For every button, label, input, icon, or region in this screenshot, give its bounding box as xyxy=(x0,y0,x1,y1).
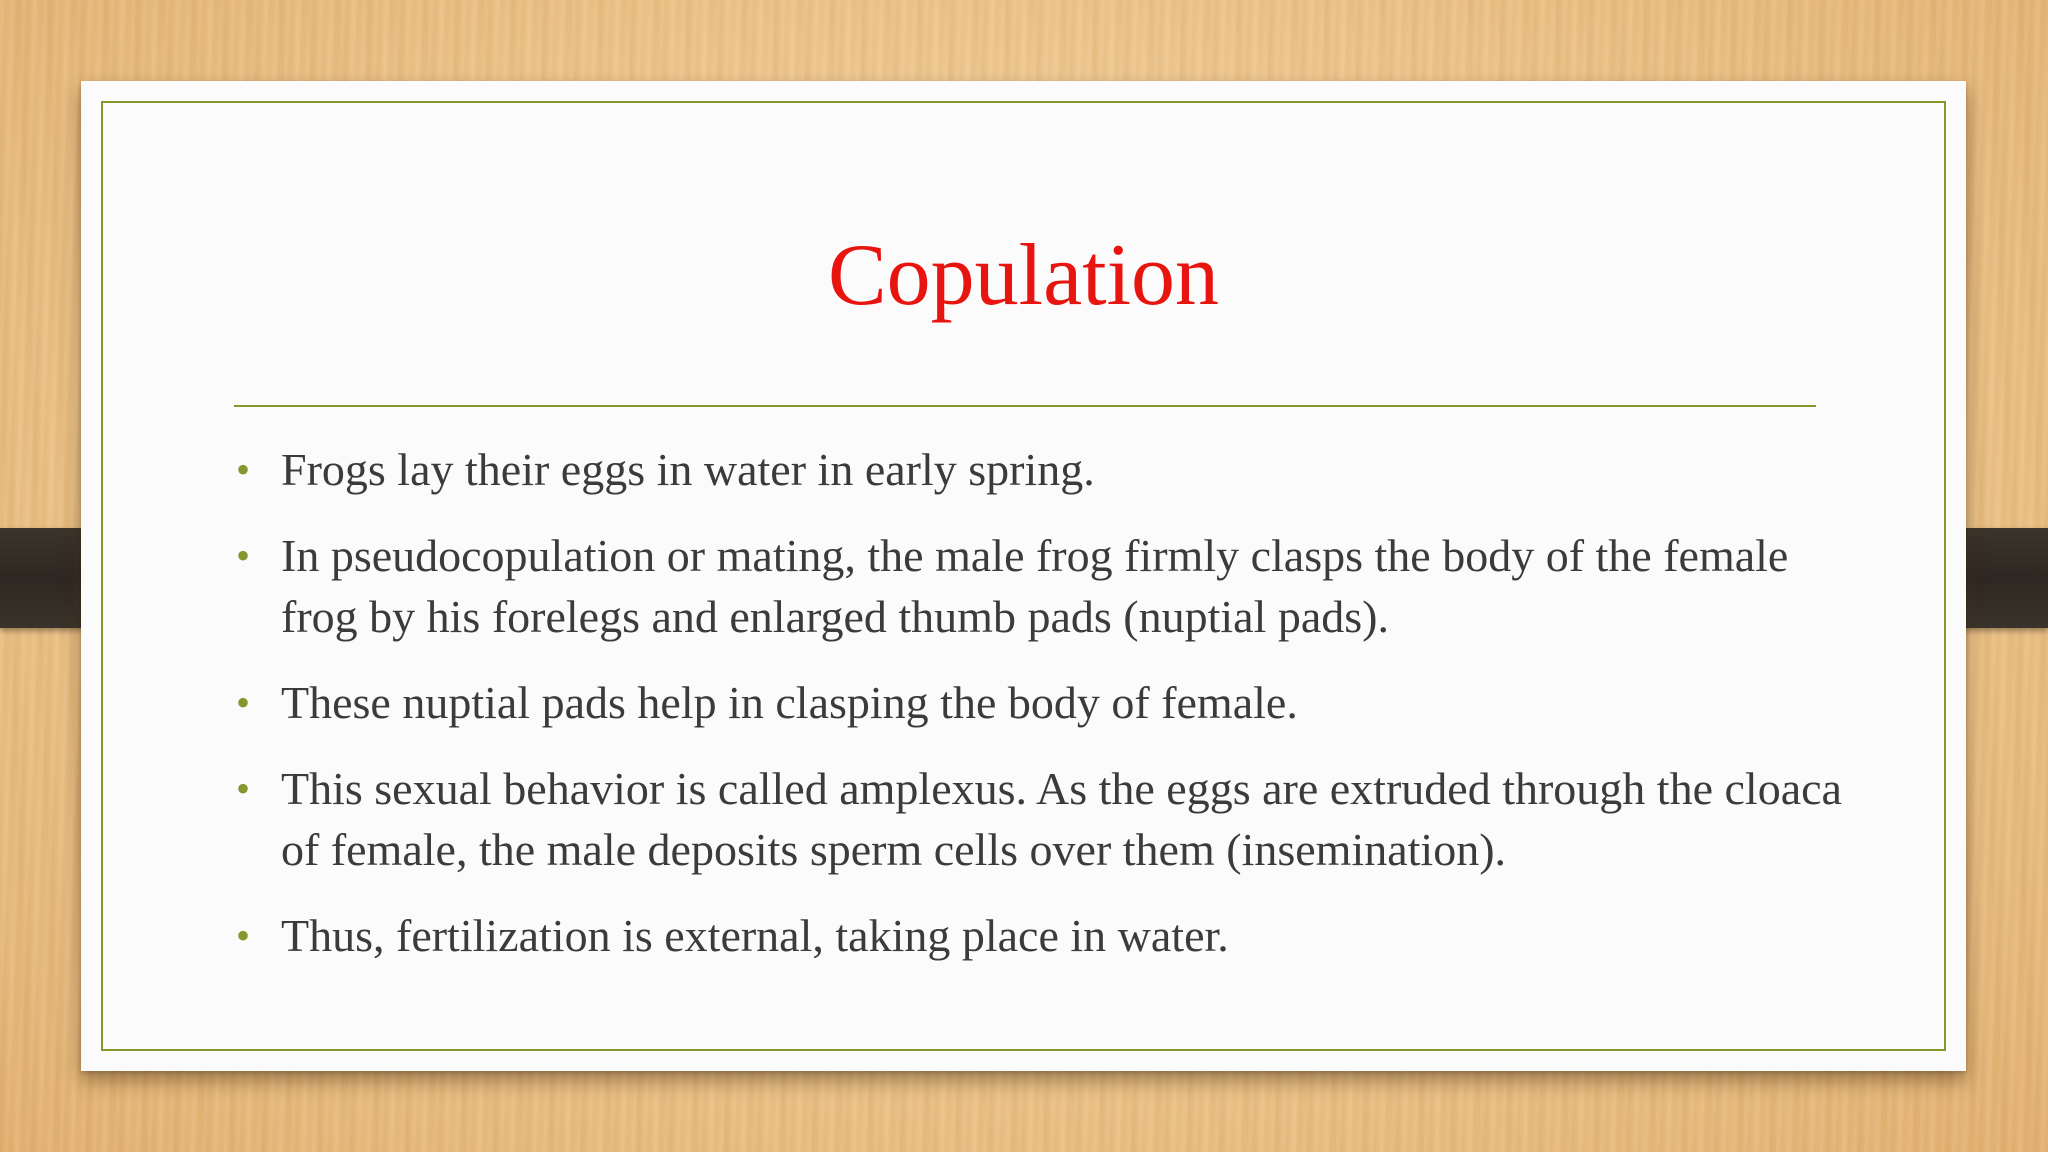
bullet-item xyxy=(234,905,1874,966)
bullet-dot-icon: • xyxy=(236,766,251,811)
bullet-item xyxy=(234,672,1874,733)
bullet-text: These nuptial pads help in clasping the body of female. xyxy=(281,677,1298,728)
bullet-dot-icon: • xyxy=(236,680,251,725)
slide-title: Copulation xyxy=(827,227,1220,324)
bullet-list xyxy=(234,439,1874,991)
bullet-dot-icon: • xyxy=(236,447,251,492)
bullet-text: Thus, fertilization is external, taking place in water. xyxy=(281,910,1229,961)
bullet-text: This sexual behavior is called amplexus. As the eggs are extruded through the cloaca of female, the male deposits sperm cells over them (insemination). xyxy=(281,763,1842,875)
slide-card xyxy=(81,81,1966,1071)
bullet-dot-icon: • xyxy=(236,533,251,578)
title-divider xyxy=(234,405,1816,407)
bullet-item xyxy=(234,439,1874,500)
bullet-text: In pseudocopulation or mating, the male frog firmly clasps the body of the female frog by his forelegs and enlarged thumb pads (nuptial pads). xyxy=(281,530,1789,642)
bullet-item xyxy=(234,758,1874,880)
bullet-dot-icon: • xyxy=(236,913,251,958)
bullet-text: Frogs lay their eggs in water in early spring. xyxy=(281,444,1095,495)
bullet-item xyxy=(234,525,1874,647)
